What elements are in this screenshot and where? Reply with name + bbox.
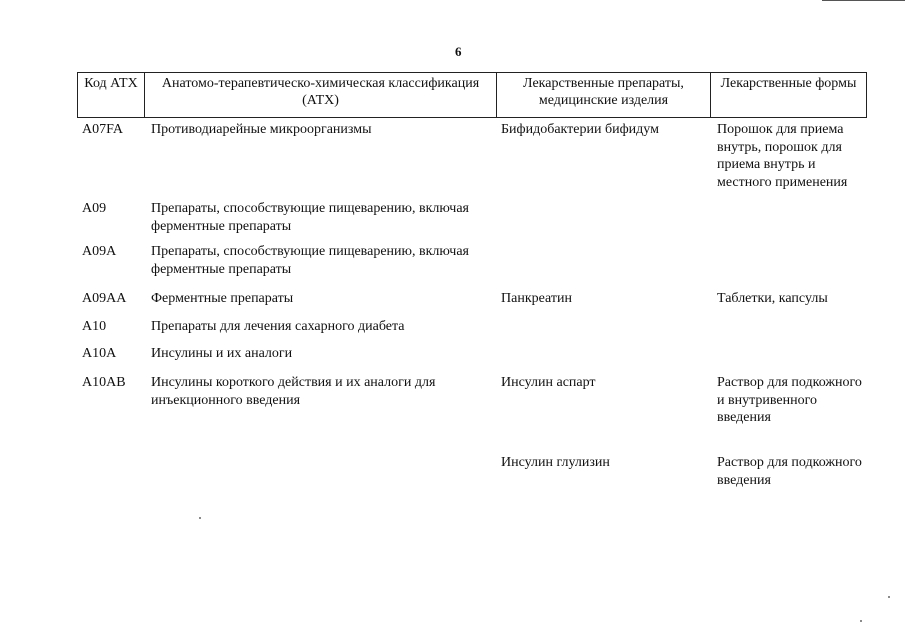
scan-speck [888,596,890,598]
cell-form: Порошок для приема внутрь, порошок для приема внутрь и местного применения [717,122,848,190]
cell-code: A07FA [82,122,123,137]
cell-name: Противодиарейные микроорганизмы [151,122,372,137]
cell-code: A09 [82,201,107,216]
cell-form: Раствор для подкожного и внутривенного введения [717,375,862,425]
header-code-atx: Код АТХ [78,73,145,117]
cell-code: A10A [82,346,117,361]
scan-speck [860,620,862,622]
table-header [77,72,867,118]
cell-name: Препараты, способствующие пищеварению, включая ферментные препараты [151,201,470,234]
top-edge-rule [822,0,905,1]
cell-drug: Бифидобактерии бифидум [501,122,659,137]
header-forms: Лекарственные формы [720,76,857,91]
cell-name: Препараты для лечения сахарного диабета [151,319,405,334]
cell-name: Препараты, способствующие пищеварению, включая ферментные препараты [151,244,470,277]
cell-code: A09A [82,244,117,259]
cell-drug: Инсулин глулизин [501,455,610,470]
cell-drug: Инсулин аспарт [501,375,596,390]
page-number: 6 [455,44,462,59]
cell-name: Инсулины короткого действия и их аналоги для инъекционного введения [151,375,436,408]
header-atx-classification: Анатомо-терапевтическо-химическая классификация (АТХ) [145,73,497,117]
cell-code: A10AB [82,375,126,390]
cell-code: A09AA [82,291,127,306]
cell-name: Ферментные препараты [151,291,294,306]
cell-code: A10 [82,319,107,334]
cell-drug: Панкреатин [501,291,572,306]
cell-form: Раствор для подкожного введения [717,455,862,488]
cell-form: Таблетки, капсулы [717,291,828,306]
header-drugs: Лекарственные препараты, медицинские изделия [497,73,711,117]
cell-name: Инсулины и их аналоги [151,346,293,361]
scan-speck [199,517,201,519]
